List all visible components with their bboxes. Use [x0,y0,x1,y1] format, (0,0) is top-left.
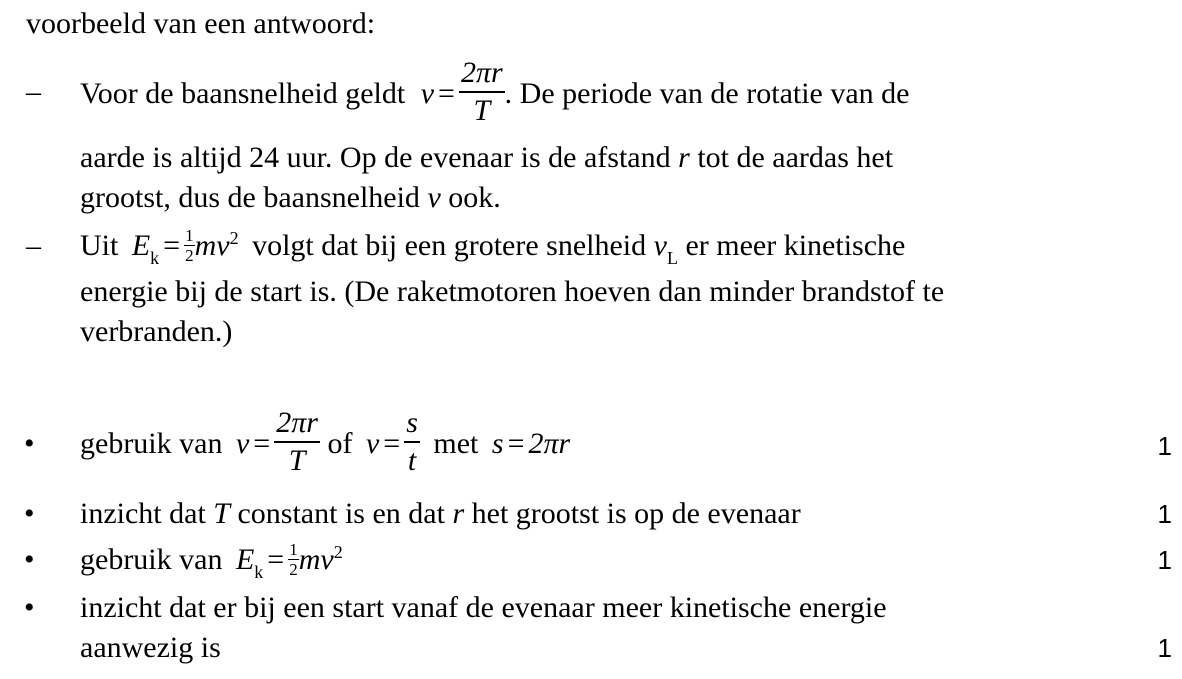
scoring-line [80,540,1140,580]
equals-sign: = [267,543,285,576]
var-s: s [491,426,504,460]
bullet-marker: • [24,427,35,460]
scoring-line: aanwezig is [80,631,221,664]
fraction-2pir-over-T: $\frac{2\pi r}{T}$ [276,406,318,477]
text-segment: Uit [80,229,119,262]
score-point: 1 [1157,545,1172,575]
dash-marker: – [26,229,41,262]
scoring-line: inzicht dat er bij een start vanaf de evenaar meer kinetische energie [80,591,887,624]
text-segment: Voor de baansnelheid geldt [80,76,406,110]
text-segment: of [327,426,353,460]
scoring-item-content [80,494,1140,534]
text-segment: er meer kinetische [685,229,906,262]
answer-item-content [80,226,1140,352]
text-segment: constant is en dat [237,497,445,530]
var-r: r [678,141,690,174]
var-Ek: $E_k$ [235,543,264,582]
answer-line: energie bij de start is. (De raketmotoren hoeven dan minder brandstof te [80,275,945,308]
text-segment: gebruik van [80,426,223,460]
bullet-marker: • [24,591,35,624]
text-segment: met [433,426,479,460]
fraction-numerator: 2πr [459,58,505,93]
score-point: 1 [1157,431,1172,461]
equals-sign: = [507,426,525,460]
var-v: v [420,76,435,110]
text-segment: tot de aardas het [697,141,894,174]
intro-heading: voorbeeld van een antwoord: [26,7,376,40]
equals-sign: = [163,229,181,262]
bullet-marker: • [24,543,35,576]
var-r: r [452,497,465,530]
scoring-item-content [80,540,1140,580]
text-segment: gebruik van [80,543,223,576]
var-T: T [213,497,230,530]
text-segment: volgt dat bij een grotere snelheid [252,229,647,262]
scoring-item-content [80,588,1140,668]
answer-line [80,226,1140,272]
var-v: v [365,426,380,460]
scoring-line [80,494,1140,534]
dash-marker: – [26,75,41,108]
scoring-item-content [80,406,1140,488]
text-segment: ook. [448,181,501,214]
answer-item-content [80,56,1140,218]
exponent: 2 [229,228,239,248]
exponent: 2 [333,542,343,562]
scoring-line [80,406,1140,488]
var-Ek: $E_k$ [131,229,160,268]
text-segment: grootst, dus de baansnelheid [80,181,420,214]
var-mv: mv [194,229,230,262]
fraction-one-half: $\frac{1}{2}$ [289,539,298,579]
fraction-2pir-over-T [459,58,505,126]
answer-line [80,138,1140,178]
text-segment: het grootst is op de evenaar [471,497,801,530]
fraction-s-over-t: $\frac{s}{t}$ [406,406,418,477]
equals-sign: = [383,426,401,460]
var-vL: $v_L$ [653,229,678,268]
answer-line: verbranden.) [80,315,233,348]
answer-line [80,56,1140,138]
text-segment: aarde is altijd 24 uur. Op de evenaar is de afstand [80,141,671,174]
var-v: v [235,426,250,460]
equals-sign: = [438,76,455,110]
formula-2pir: 2πr [528,426,571,460]
text-segment: inzicht dat [80,497,206,530]
bullet-marker: • [24,497,35,530]
score-point: 1 [1157,633,1172,663]
var-v: v [427,181,441,214]
fraction-denominator: T [473,94,491,127]
text-segment: . De periode van de rotatie van de [504,76,910,110]
equals-sign: = [253,426,271,460]
answer-line [80,178,1140,218]
fraction-one-half: $\frac{1}{2}$ [185,225,194,265]
score-point: 1 [1157,499,1172,529]
var-mv: mv [298,543,334,576]
